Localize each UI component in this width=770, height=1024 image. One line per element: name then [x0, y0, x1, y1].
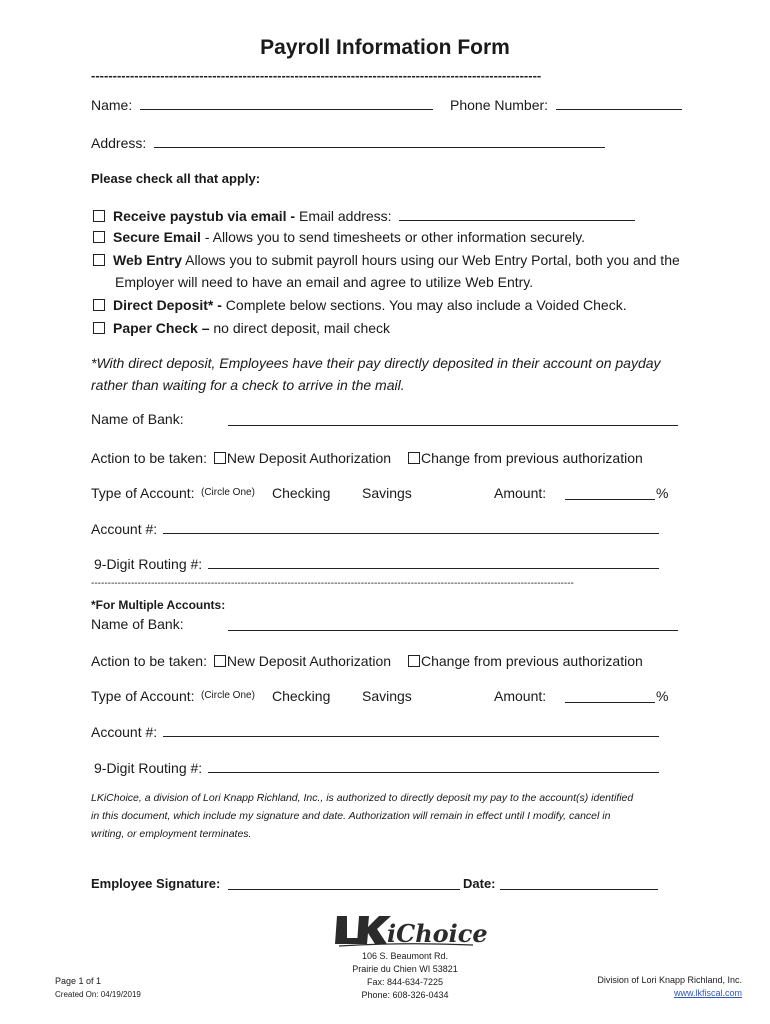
paper-check-desc: no direct deposit, mail check [209, 320, 391, 336]
routing-field-1[interactable] [208, 554, 659, 569]
routing-label: 9-Digit Routing #: [94, 760, 203, 776]
paystub-label: Receive paystub via email - [113, 208, 296, 224]
direct-deposit-desc: Complete below sections. You may also include a Voided Check. [221, 297, 627, 313]
account-row-2 [91, 722, 659, 740]
signature-label: Employee Signature: [91, 876, 221, 891]
action-label: Action to be taken: [91, 450, 207, 466]
paper-check-label: Paper Check – [113, 320, 210, 336]
paystub-email-label: Email address: [295, 208, 392, 224]
bank-label-2: Name of Bank: [91, 616, 184, 632]
option-web-entry [93, 252, 680, 268]
savings-option-1[interactable]: Savings [362, 485, 412, 501]
amount-field-2[interactable] [565, 702, 655, 703]
circle-one-2: (Circle One) [201, 690, 255, 701]
routing-row-2 [94, 758, 659, 776]
company-address [330, 950, 480, 1002]
svg-text:iChoice: iChoice [387, 919, 488, 948]
bank-label-1: Name of Bank: [91, 411, 184, 427]
website-link[interactable]: www.lkfiscal.com [673, 988, 742, 998]
phone-number: Phone: 608-326-0434 [361, 990, 449, 1000]
web-entry-label: Web Entry [113, 252, 182, 268]
amount-label-2: Amount: [494, 688, 547, 704]
paystub-checkbox[interactable] [93, 210, 105, 222]
new-deposit-checkbox[interactable] [214, 452, 226, 464]
secure-email-label: Secure Email [113, 229, 201, 245]
option-secure-email [93, 229, 585, 245]
option-paystub [93, 206, 635, 224]
change-prev-checkbox[interactable] [408, 452, 420, 464]
direct-deposit-checkbox[interactable] [93, 299, 105, 311]
new-deposit-label: New Deposit Authorization [226, 653, 392, 669]
type-label-2: Type of Account: [91, 688, 195, 704]
checking-option-2[interactable]: Checking [272, 688, 331, 704]
account-field-1[interactable] [163, 519, 659, 534]
address-row [91, 133, 605, 151]
account-label: Account #: [91, 724, 158, 740]
secure-email-checkbox[interactable] [93, 231, 105, 243]
action-row-2 [91, 653, 391, 669]
address-label: Address: [91, 135, 147, 151]
date-field[interactable] [500, 889, 658, 890]
date-label: Date: [463, 876, 496, 891]
bank-field-2[interactable] [228, 630, 678, 631]
action-row-1 [91, 450, 391, 466]
routing-field-2[interactable] [208, 758, 659, 773]
divider-mid: ------------------------------------------------------------------------------------------------------------------------------------------------- [91, 578, 574, 589]
change-prev-label: Change from previous authorization [421, 653, 643, 669]
savings-option-2[interactable]: Savings [362, 688, 412, 704]
web-entry-desc-2: Employer will need to have an email and agree to utilize Web Entry. [115, 274, 534, 290]
checking-option-1[interactable]: Checking [272, 485, 331, 501]
new-deposit-checkbox[interactable] [214, 655, 226, 667]
page-title: Payroll Information Form [260, 36, 510, 59]
option-paper-check [93, 320, 390, 336]
bank-field-1[interactable] [228, 425, 678, 426]
name-label: Name: [91, 97, 133, 113]
web-entry-checkbox[interactable] [93, 254, 105, 266]
authorization-text-3: writing, or employment terminates. [91, 828, 252, 840]
new-deposit-label: New Deposit Authorization [226, 450, 392, 466]
direct-deposit-note-1: *With direct deposit, Employees have their pay directly deposited in their account on payday [91, 355, 661, 371]
circle-one-1: (Circle One) [201, 487, 255, 498]
web-entry-desc: Allows you to submit payroll hours using our Web Entry Portal, both you and the [181, 252, 680, 268]
account-field-2[interactable] [163, 722, 659, 737]
name-field[interactable] [140, 95, 433, 110]
name-row [91, 95, 433, 113]
change-prev-checkbox[interactable] [408, 655, 420, 667]
amount-label-1: Amount: [494, 485, 547, 501]
action-label: Action to be taken: [91, 653, 207, 669]
address-field[interactable] [154, 133, 605, 148]
direct-deposit-note-2: rather than waiting for a check to arrive in the mail. [91, 377, 405, 393]
multiple-accounts-heading: *For Multiple Accounts: [91, 598, 226, 612]
direct-deposit-label: Direct Deposit* - [113, 297, 222, 313]
change-prev-row-2 [408, 653, 643, 669]
authorization-text-1: LKiChoice, a division of Lori Knapp Richland, Inc., is authorized to directly deposit my pay to the account(s) identified [91, 792, 634, 804]
authorization-text-2: in this document, which include my signature and date. Authorization will remain in effect until I modify, cancel in [91, 810, 611, 822]
signature-field[interactable] [228, 889, 460, 890]
division-text: Division of Lori Knapp Richland, Inc. [597, 975, 742, 985]
amount-field-1[interactable] [565, 499, 655, 500]
option-direct-deposit [93, 297, 627, 313]
phone-row [450, 95, 682, 113]
logo-graphic [335, 912, 488, 948]
type-label-1: Type of Account: [91, 485, 195, 501]
change-prev-label: Change from previous authorization [421, 450, 643, 466]
paper-check-checkbox[interactable] [93, 322, 105, 334]
fax-number: Fax: 844-634-7225 [366, 977, 444, 987]
check-all-heading: Please check all that apply: [91, 171, 261, 186]
address-line-2: Prairie du Chien WI 53821 [352, 964, 458, 974]
account-label: Account #: [91, 521, 158, 537]
phone-field[interactable] [556, 95, 682, 110]
percent-1: % [656, 485, 669, 501]
created-date: Created On: 04/19/2019 [55, 990, 141, 999]
company-logo [335, 912, 488, 953]
divider: -------------------------------------------------------------------------------------------------------- [91, 68, 542, 83]
change-prev-row-1 [408, 450, 643, 466]
phone-label: Phone Number: [450, 97, 549, 113]
routing-row-1 [94, 554, 659, 572]
routing-label: 9-Digit Routing #: [94, 556, 203, 572]
percent-2: % [656, 688, 669, 704]
address-line-1: 106 S. Beaumont Rd. [361, 951, 449, 961]
secure-email-desc: - Allows you to send timesheets or other information securely. [200, 229, 586, 245]
paystub-email-field[interactable] [399, 206, 635, 221]
account-row-1 [91, 519, 659, 537]
page-number: Page 1 of 1 [55, 976, 102, 986]
